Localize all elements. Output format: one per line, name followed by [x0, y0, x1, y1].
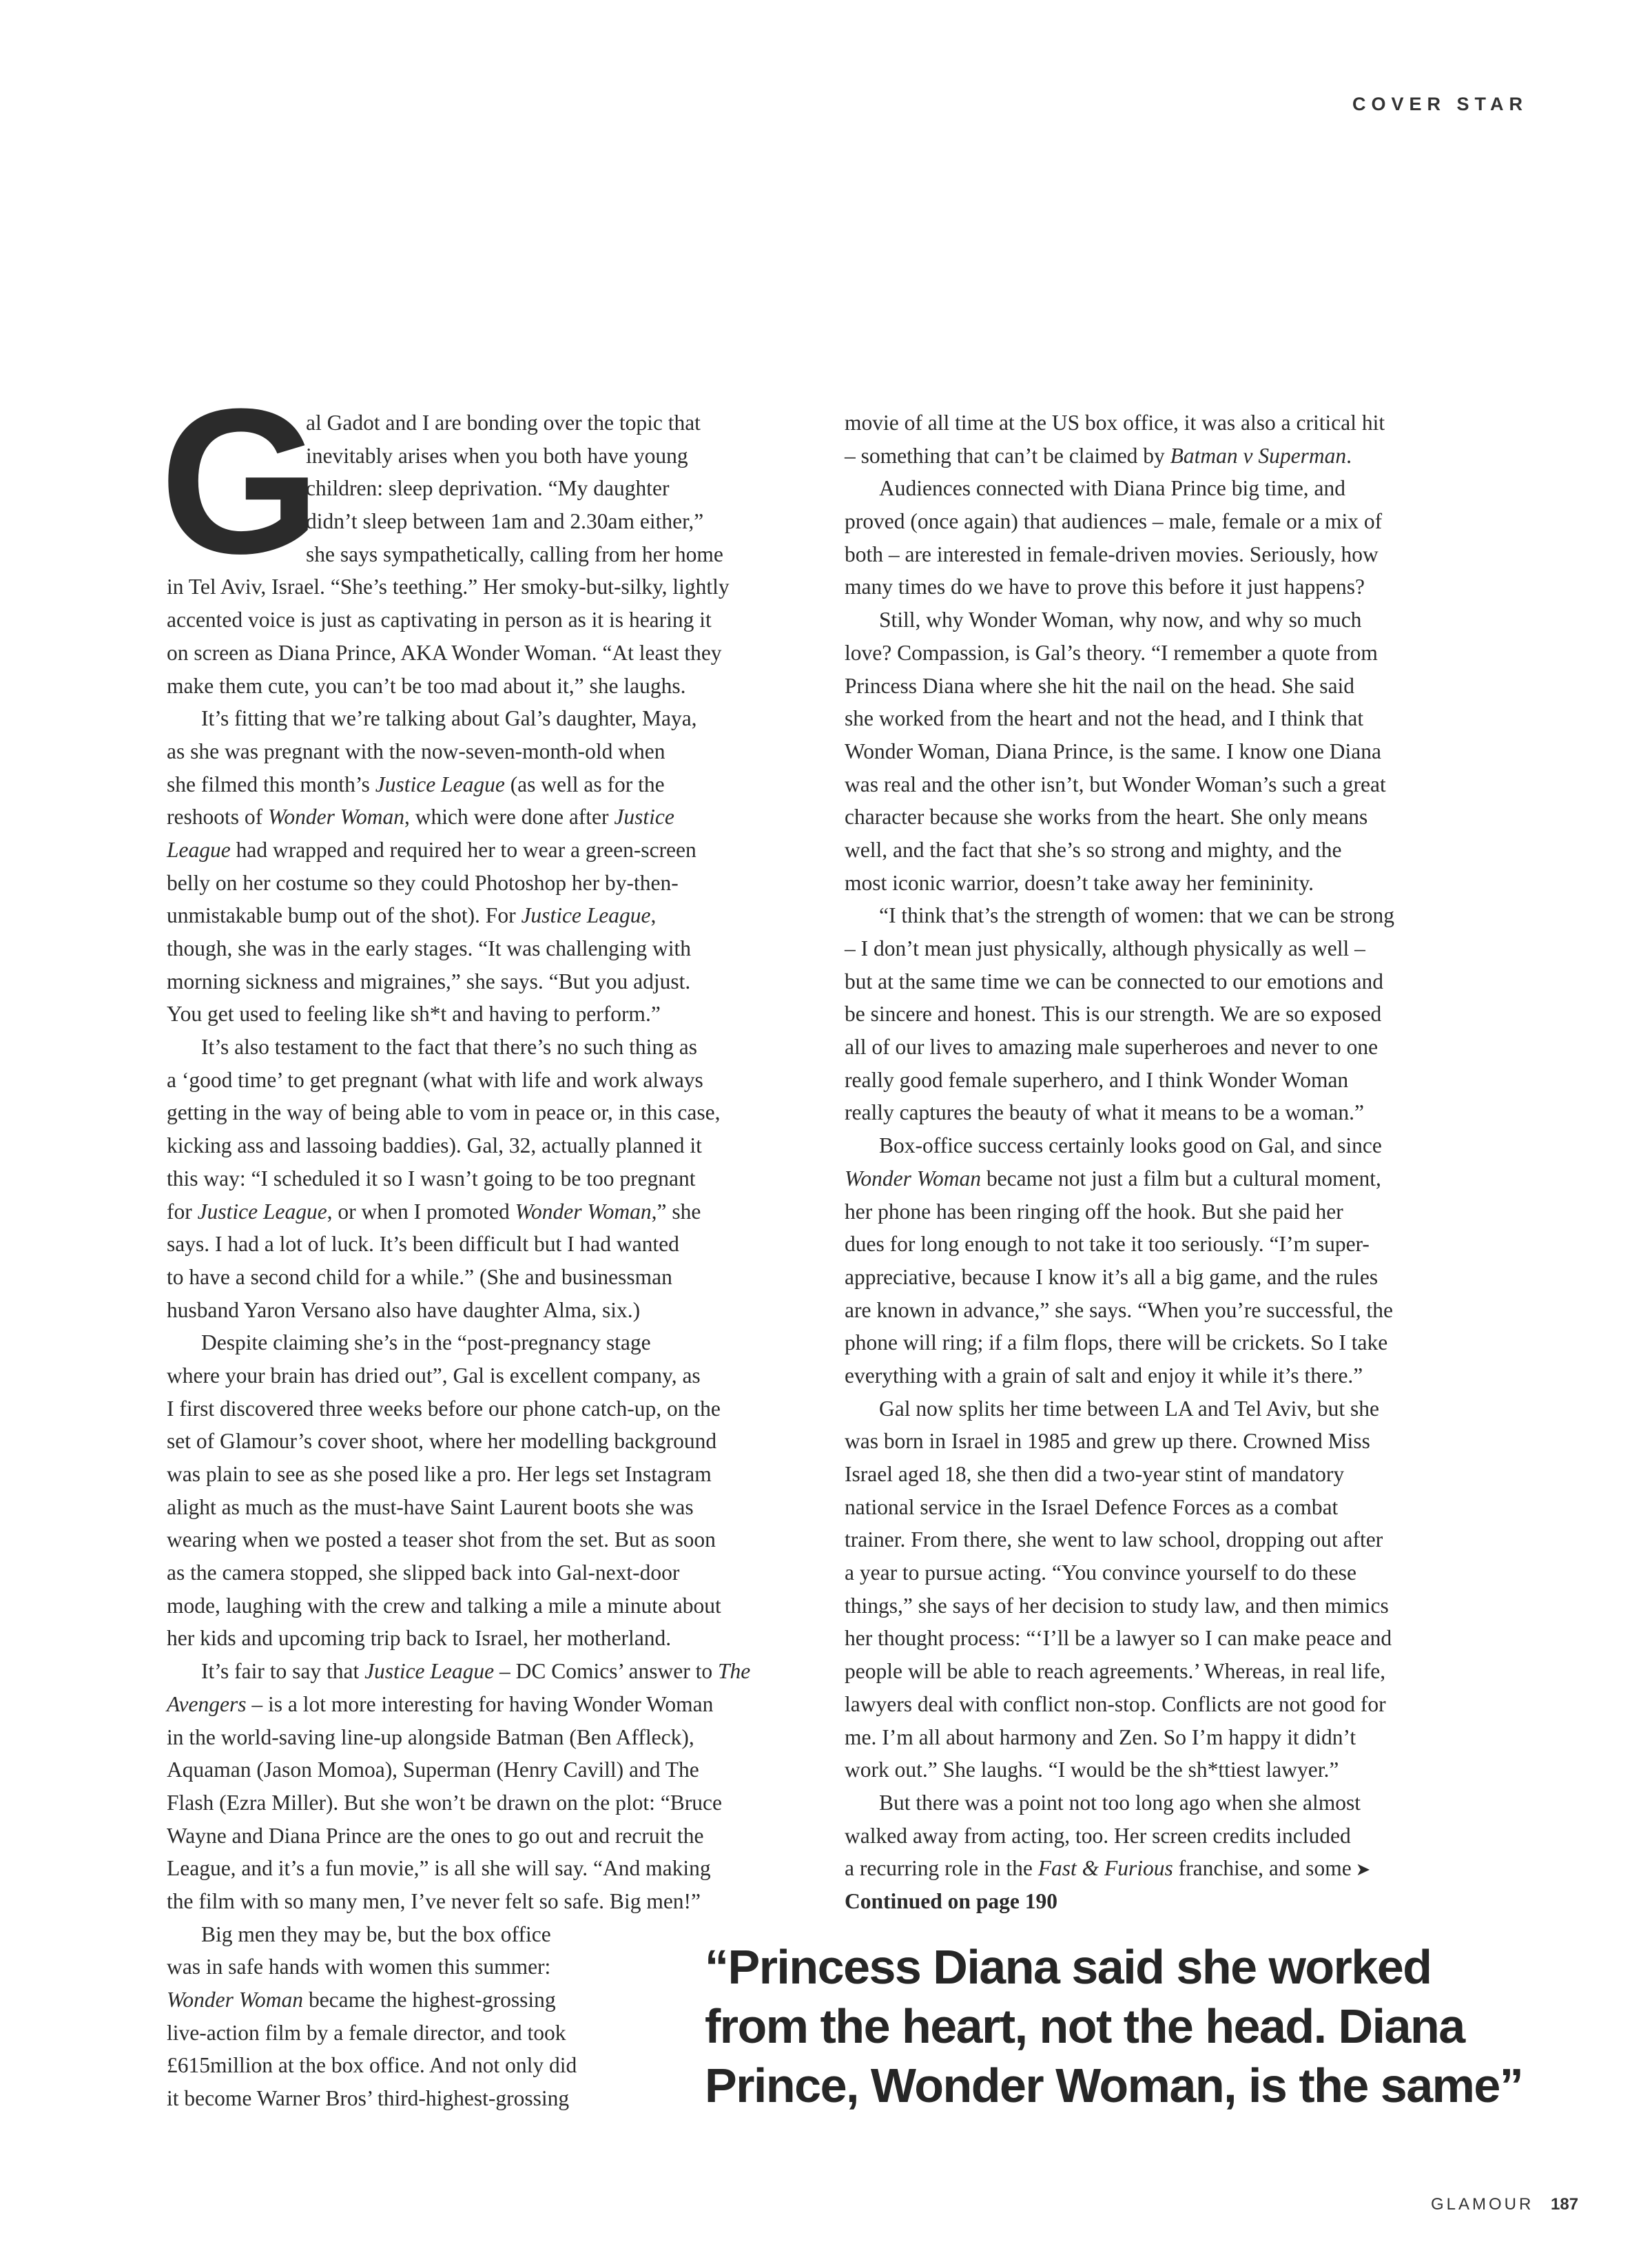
- text-line: [167, 1458, 828, 1491]
- text-span: It’s fitting that we’re talking about Gal’s daughter, Maya,: [201, 706, 697, 731]
- text-span: says. I had a lot of luck. It’s been difficult but I had wanted: [167, 1232, 679, 1257]
- text-line: [167, 1261, 828, 1294]
- page-footer: [1431, 2195, 1578, 2214]
- text-line: [845, 1195, 1506, 1228]
- text-line: [167, 1096, 828, 1129]
- text-span: – something that can’t be claimed by: [845, 443, 1170, 468]
- text-line: [167, 1589, 828, 1622]
- text-span: both – are interested in female-driven movies. Seriously, how: [845, 542, 1379, 566]
- text-line: [845, 1064, 1506, 1097]
- text-span: many times do we have to prove this before it just happens?: [845, 575, 1365, 599]
- text-span: Still, why Wonder Woman, why now, and why so much: [879, 608, 1362, 632]
- text-line: [845, 1129, 1506, 1162]
- text-line: [845, 406, 1506, 440]
- text-span: me. I’m all about harmony and Zen. So I’m happy it didn’t: [845, 1724, 1356, 1749]
- text-span: appreciative, because I know it’s all a big game, and the rules: [845, 1264, 1379, 1289]
- text-line: [167, 604, 828, 637]
- text-span: was plain to see as she posed like a pro. Her legs set Instagram: [167, 1462, 712, 1486]
- text-span: really good female superhero, and I think Wonder Woman: [845, 1067, 1349, 1092]
- text-line: [845, 1359, 1506, 1392]
- italic-title: Justice League: [521, 903, 651, 928]
- text-line: [167, 1031, 828, 1064]
- text-line: [845, 1688, 1506, 1721]
- text-span: on screen as Diana Prince, AKA Wonder Woman. “At least they: [167, 640, 722, 665]
- text-line: [167, 1392, 828, 1425]
- text-line: [167, 735, 828, 768]
- text-line: [845, 1261, 1506, 1294]
- text-line: [845, 538, 1506, 571]
- text-line: [167, 998, 828, 1031]
- text-span: became the highest-grossing: [303, 1988, 556, 2012]
- text-line: [167, 1688, 828, 1721]
- text-span: though, she was in the early stages. “It was challenging with: [167, 936, 692, 960]
- text-span: Aquaman (Jason Momoa), Superman (Henry Cavill) and The: [167, 1758, 699, 1782]
- text-span: most iconic warrior, doesn’t take away her femininity.: [845, 870, 1314, 895]
- text-line: [167, 1359, 828, 1392]
- text-line: [845, 670, 1506, 703]
- text-span: – I don’t mean just physically, although physically as well –: [845, 936, 1365, 960]
- text-span: the film with so many men, I’ve never felt so safe. Big men!”: [167, 1888, 701, 1913]
- text-line: [167, 637, 828, 670]
- text-span: But there was a point not too long ago when she almost: [879, 1790, 1361, 1815]
- article-column-left: [167, 406, 828, 2115]
- pull-quote: [705, 1937, 1522, 2115]
- text-line: [167, 406, 828, 440]
- text-line: [845, 1096, 1506, 1129]
- text-span: You get used to feeling like sh*t and having to perform.”: [167, 1002, 661, 1027]
- text-line: [845, 1852, 1506, 1885]
- text-span: morning sickness and migraines,” she says. “But you adjust.: [167, 969, 691, 993]
- text-span: set of Glamour’s cover shoot, where her modelling background: [167, 1429, 717, 1454]
- text-span: for: [167, 1199, 198, 1224]
- text-span: became not just a film but a cultural moment,: [981, 1166, 1381, 1191]
- magazine-name: GLAMOUR: [1431, 2195, 1534, 2214]
- text-span: but at the same time we can be connected to our emotions and: [845, 969, 1383, 993]
- text-line: [167, 932, 828, 965]
- text-span: her kids and upcoming trip back to Israel, her motherland.: [167, 1626, 672, 1651]
- italic-title: Fast & Furious: [1037, 1856, 1173, 1881]
- text-line: [845, 505, 1506, 538]
- drop-cap: G: [160, 365, 321, 597]
- text-line: [845, 965, 1506, 998]
- text-line: [167, 768, 828, 801]
- text-span: It’s also testament to the fact that there’s no such thing as: [201, 1035, 697, 1060]
- text-line: [845, 1294, 1506, 1327]
- text-span: really captures the beauty of what it means to be a woman.”: [845, 1100, 1364, 1125]
- text-span: I first discovered three weeks before our phone catch-up, on the: [167, 1396, 721, 1421]
- text-line: [845, 1556, 1506, 1589]
- text-line: [167, 1425, 828, 1458]
- pull-quote-line: Prince, Wonder Woman, is the same”: [705, 2059, 1523, 2112]
- text-span: alight as much as the must-have Saint Laurent boots she was: [167, 1494, 694, 1519]
- text-line: [167, 1885, 828, 1918]
- italic-title: League: [167, 837, 231, 862]
- text-span: had wrapped and required her to wear a green-screen: [230, 837, 696, 862]
- pull-quote-line: “Princess Diana said she worked: [705, 1940, 1432, 1994]
- italic-title: Wonder Woman: [515, 1199, 652, 1224]
- text-span: ,: [650, 903, 657, 928]
- pull-quote-line: from the heart, not the head. Diana: [705, 1999, 1465, 2053]
- text-span: wearing when we posted a teaser shot from the set. But as soon: [167, 1527, 716, 1552]
- text-line: [167, 570, 828, 604]
- italic-title: Batman v Superman: [1170, 443, 1347, 468]
- text-span: she says sympathetically, calling from her home: [306, 542, 723, 566]
- text-line: [845, 1753, 1506, 1786]
- text-line: [167, 801, 828, 834]
- text-line: [167, 702, 828, 735]
- text-line: [845, 637, 1506, 670]
- text-span: (as well as for the: [504, 772, 665, 796]
- text-span: franchise, and some: [1173, 1856, 1352, 1881]
- text-line: [167, 1852, 828, 1885]
- text-line: [167, 965, 828, 998]
- text-span: lawyers deal with conflict non-stop. Conflicts are not good for: [845, 1691, 1386, 1716]
- text-line: [167, 867, 828, 900]
- text-line: [167, 1162, 828, 1195]
- text-span: as the camera stopped, she slipped back into Gal-next-door: [167, 1560, 680, 1585]
- text-span: mode, laughing with the crew and talking a mile a minute about: [167, 1593, 721, 1618]
- text-span: Gal now splits her time between LA and Tel Aviv, but she: [879, 1396, 1379, 1421]
- text-span: walked away from acting, too. Her screen credits included: [845, 1823, 1351, 1848]
- continued-on-page: Continued on page 190: [845, 1888, 1057, 1913]
- text-line: [167, 1195, 828, 1228]
- text-line: [845, 702, 1506, 735]
- italic-title: Justice League: [375, 772, 505, 796]
- text-line: [845, 1162, 1506, 1195]
- text-span: children: sleep deprivation. “My daughter: [306, 476, 670, 501]
- text-line: [167, 538, 828, 571]
- article-column-right: [845, 406, 1506, 1918]
- text-line: [845, 1458, 1506, 1491]
- text-line: [845, 801, 1506, 834]
- text-line: [167, 1655, 828, 1688]
- text-line: [845, 1786, 1506, 1820]
- text-line: [845, 1721, 1506, 1754]
- text-line: [845, 932, 1506, 965]
- text-line: [167, 505, 828, 538]
- text-span: Box-office success certainly looks good on Gal, and since: [879, 1133, 1382, 1158]
- text-span: Israel aged 18, she then did a two-year stint of mandatory: [845, 1462, 1345, 1486]
- text-span: her thought process: “‘I’ll be a lawyer so I can make peace and: [845, 1626, 1392, 1651]
- text-line: [845, 1228, 1506, 1261]
- text-span: was real and the other isn’t, but Wonder Woman’s such a great: [845, 772, 1386, 796]
- text-span: where your brain has dried out”, Gal is excellent company, as: [167, 1363, 701, 1388]
- text-span: Big men they may be, but the box office: [201, 1922, 551, 1946]
- text-span: trainer. From there, she went to law school, dropping out after: [845, 1527, 1383, 1552]
- text-line: [845, 1655, 1506, 1688]
- text-line: [167, 1326, 828, 1359]
- text-line: [845, 604, 1506, 637]
- text-line: [167, 1129, 828, 1162]
- text-span: love? Compassion, is Gal’s theory. “I remember a quote from: [845, 640, 1378, 665]
- text-span: was in safe hands with women this summer:: [167, 1955, 551, 1979]
- text-line: [845, 1425, 1506, 1458]
- text-line: [167, 1786, 828, 1820]
- text-line: [167, 440, 828, 473]
- text-span: , which were done after: [404, 805, 615, 830]
- text-span: well, and the fact that she’s so strong and mighty, and the: [845, 837, 1342, 862]
- text-line: [167, 1820, 828, 1853]
- text-line: [845, 570, 1506, 604]
- text-line: [845, 1820, 1506, 1853]
- text-line: [845, 735, 1506, 768]
- text-span: in the world-saving line-up alongside Batman (Ben Affleck),: [167, 1724, 694, 1749]
- text-span: this way: “I scheduled it so I wasn’t going to be too pregnant: [167, 1166, 696, 1191]
- italic-title: The: [718, 1659, 751, 1684]
- text-span: , or when I promoted: [327, 1199, 515, 1224]
- text-span: proved (once again) that audiences – male, female or a mix of: [845, 509, 1383, 534]
- text-span: Wayne and Diana Prince are the ones to go out and recruit the: [167, 1823, 704, 1848]
- text-line: [167, 1228, 828, 1261]
- text-span: al Gadot and I are bonding over the topic that: [306, 411, 701, 435]
- continue-arrow-icon: ➤: [1355, 1859, 1371, 1880]
- text-span: live-action film by a female director, and took: [167, 2020, 566, 2045]
- text-span: It’s fair to say that: [201, 1659, 365, 1684]
- text-line: [845, 768, 1506, 801]
- text-span: .: [1346, 443, 1352, 468]
- text-span: ,” she: [651, 1199, 701, 1224]
- text-line: [845, 1523, 1506, 1556]
- text-span: Wonder Woman, Diana Prince, is the same. I know one Diana: [845, 739, 1382, 763]
- text-span: didn’t sleep between 1am and 2.30am either,”: [306, 509, 704, 534]
- text-line: [167, 1064, 828, 1097]
- italic-title: Justice League: [197, 1199, 327, 1224]
- text-span: work out.” She laughs. “I would be the sh*ttiest lawyer.”: [845, 1758, 1339, 1782]
- text-span: inevitably arises when you both have young: [306, 443, 688, 468]
- text-line: [845, 472, 1506, 505]
- text-line: [845, 1326, 1506, 1359]
- text-span: unmistakable bump out of the shot). For: [167, 903, 522, 928]
- text-line: [167, 670, 828, 703]
- text-span: reshoots of: [167, 805, 268, 830]
- text-span: in Tel Aviv, Israel. “She’s teething.” Her smoky-but-silky, lightly: [167, 575, 730, 599]
- text-span: a ‘good time’ to get pregnant (what with life and work always: [167, 1067, 703, 1092]
- text-line: [167, 1622, 828, 1655]
- text-line: [845, 1589, 1506, 1622]
- text-span: was born in Israel in 1985 and grew up there. Crowned Miss: [845, 1429, 1370, 1454]
- text-span: Despite claiming she’s in the “post-pregnancy stage: [201, 1330, 651, 1355]
- text-span: her phone has been ringing off the hook. But she paid her: [845, 1199, 1343, 1224]
- text-line: [845, 1392, 1506, 1425]
- text-span: “I think that’s the strength of women: that we can be strong: [879, 903, 1394, 928]
- text-span: getting in the way of being able to vom in peace or, in this case,: [167, 1100, 721, 1125]
- text-span: all of our lives to amazing male superheroes and never to one: [845, 1035, 1379, 1060]
- text-line: [845, 1622, 1506, 1655]
- text-span: she filmed this month’s: [167, 772, 375, 796]
- text-span: Princess Diana where she hit the nail on the head. She said: [845, 673, 1355, 698]
- page-number: 187: [1551, 2195, 1579, 2214]
- text-span: phone will ring; if a film flops, there will be crickets. So I take: [845, 1330, 1388, 1355]
- text-span: be sincere and honest. This is our strength. We are so exposed: [845, 1002, 1382, 1027]
- text-line: [167, 1491, 828, 1524]
- text-line: [167, 1294, 828, 1327]
- text-span: Flash (Ezra Miller). But she won’t be drawn on the plot: “Bruce: [167, 1790, 722, 1815]
- text-line: [845, 867, 1506, 900]
- text-span: national service in the Israel Defence Forces as a combat: [845, 1494, 1339, 1519]
- text-span: £615million at the box office. And not only did: [167, 2053, 577, 2078]
- text-span: everything with a grain of salt and enjoy it while it’s there.”: [845, 1363, 1363, 1388]
- text-line: [167, 1523, 828, 1556]
- text-span: it become Warner Bros’ third-highest-grossing: [167, 2086, 570, 2111]
- text-span: belly on her costume so they could Photoshop her by-then-: [167, 870, 679, 895]
- text-line: [167, 899, 828, 932]
- text-span: accented voice is just as captivating in person as it is hearing it: [167, 608, 712, 632]
- text-line: [845, 899, 1506, 932]
- text-line: [167, 1753, 828, 1786]
- text-span: she worked from the heart and not the head, and I think that: [845, 706, 1364, 731]
- text-span: people will be able to reach agreements.’ Whereas, in real life,: [845, 1659, 1386, 1684]
- text-line: [845, 834, 1506, 867]
- text-span: are known in advance,” she says. “When you’re successful, the: [845, 1297, 1393, 1322]
- text-span: kicking ass and lassoing baddies). Gal, 32, actually planned it: [167, 1133, 702, 1158]
- italic-title: Justice League: [364, 1659, 495, 1684]
- text-span: as she was pregnant with the now-seven-month-old when: [167, 739, 665, 763]
- text-span: a year to pursue acting. “You convince yourself to do these: [845, 1560, 1356, 1585]
- text-span: make them cute, you can’t be too mad about it,” she laughs.: [167, 673, 686, 698]
- text-span: – is a lot more interesting for having Wonder Woman: [246, 1691, 714, 1716]
- text-line: [167, 1556, 828, 1589]
- text-span: husband Yaron Versano also have daughter Alma, six.): [167, 1297, 641, 1322]
- text-span: Audiences connected with Diana Prince big time, and: [879, 476, 1346, 501]
- section-label: COVER STAR: [1352, 94, 1529, 114]
- text-span: character because she works from the heart. She only means: [845, 805, 1368, 830]
- text-span: movie of all time at the US box office, it was also a critical hit: [845, 411, 1385, 435]
- text-span: dues for long enough to not take it too seriously. “I’m super-: [845, 1232, 1370, 1257]
- text-line: [845, 998, 1506, 1031]
- text-line: [845, 1491, 1506, 1524]
- italic-title: Wonder Woman: [167, 1988, 304, 2012]
- text-line: [845, 1031, 1506, 1064]
- text-line: [167, 834, 828, 867]
- italic-title: Wonder Woman: [845, 1166, 982, 1191]
- text-span: to have a second child for a while.” (She and businessman: [167, 1264, 672, 1289]
- italic-title: Justice: [614, 805, 674, 830]
- text-line: [167, 472, 828, 505]
- italic-title: Avengers: [167, 1691, 247, 1716]
- text-span: a recurring role in the: [845, 1856, 1038, 1881]
- text-line: [167, 1721, 828, 1754]
- text-span: – DC Comics’ answer to: [494, 1659, 719, 1684]
- text-span: League, and it’s a fun movie,” is all she will say. “And making: [167, 1856, 711, 1881]
- text-span: things,” she says of her decision to study law, and then mimics: [845, 1593, 1389, 1618]
- text-line: [845, 440, 1506, 473]
- italic-title: Wonder Woman: [267, 805, 405, 830]
